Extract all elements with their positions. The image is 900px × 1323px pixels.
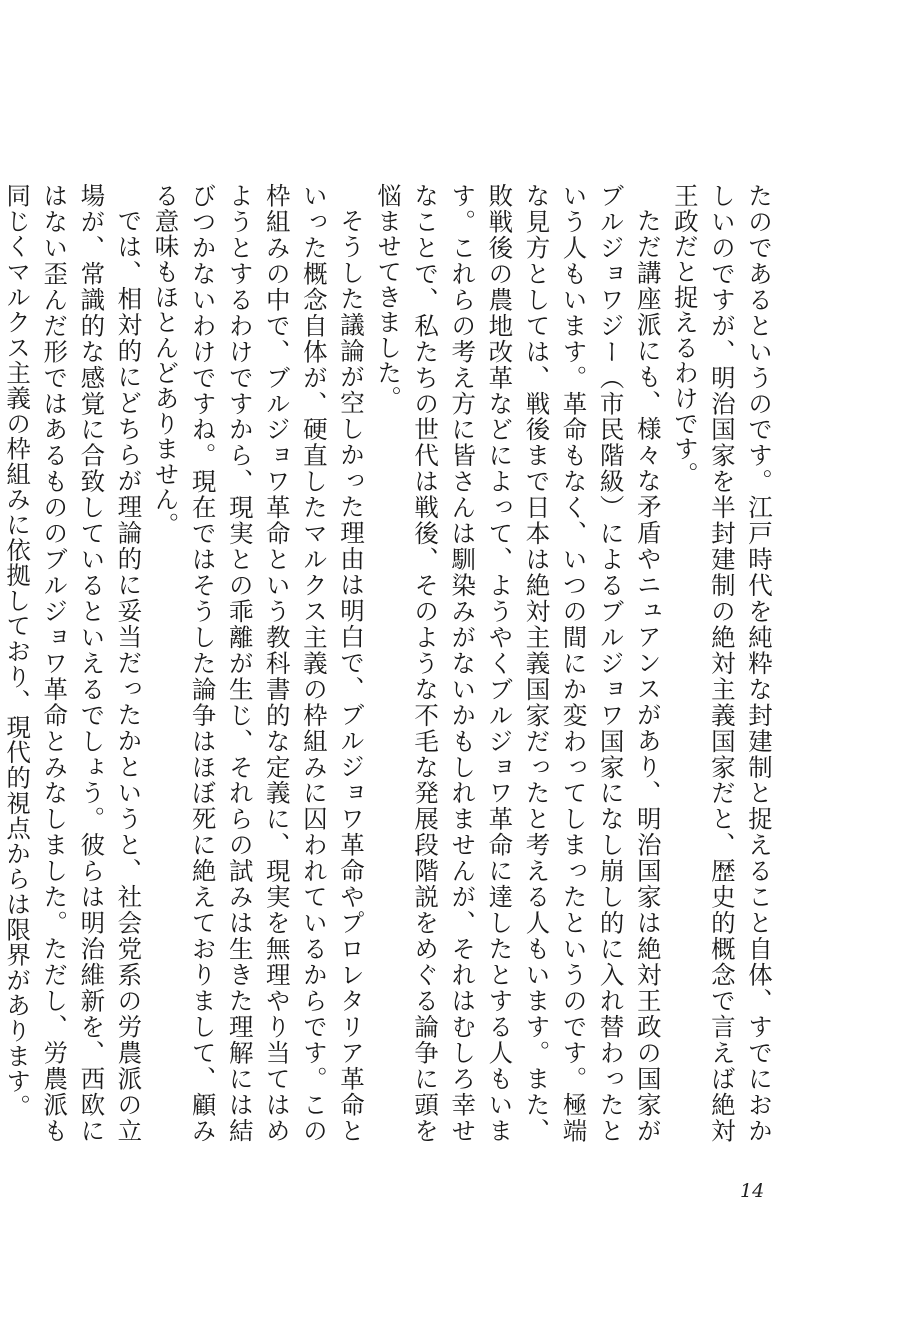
- page-number: 14: [740, 1180, 765, 1202]
- paragraph-4: では、相対的にどちらが理論的に妥当だったかというと、社会党系の労農派の立場が、常識的な感覚に合致しているといえるでしょう。彼らは明治維新を、西欧にはない歪んだ形ではあるもののブルジョワ革命とみなしました。ただし、労農派も同じくマルクス主義の枠組みに依拠しており、現代的視点からは限界があります。: [3, 183, 144, 1143]
- paragraph-1: たのであるというのです。江戸時代を純粋な封建制と捉えること自体、すでにおかしいのですが、明治国家を半封建制の絶対主義国家だと、歴史的概念で言えば絶対王政だと捉えるわけです。: [670, 183, 774, 1143]
- paragraph-2: ただ講座派にも、様々な矛盾やニュアンスがあり、明治国家は絶対王政の国家がブルジョワジー（市民階級）によるブルジョワ国家になし崩し的に入れ替わったという人もいます。革命もなく、いつの間にか変わってしまったというのです。極端な見方としては、戦後まで日本は絶対主義国家だったと考える人もいます。また、敗戦後の農地改革などによって、ようやくブルジョワ革命に達したとする人もいます。これらの考え方に皆さんは馴染みがないかもしれませんが、それはむしろ幸せなことで、私たちの世代は戦後、そのような不毛な発展段階説をめぐる論争に頭を悩ませてきました。: [374, 183, 663, 1143]
- vertical-text-block: [3, 183, 778, 1143]
- paragraph-3: そうした議論が空しかった理由は明白で、ブルジョワ革命やプロレタリア革命といった概念自体が、硬直したマルクス主義の枠組みに囚われているからです。この枠組みの中で、ブルジョワ革命という教科書的な定義に、現実を無理やり当てはめようとするわけですから、現実との乖離が生じ、それらの試みは生きた理解には結びつかないわけですね。現在ではそうした論争はほぼ死に絶えておりまして、顧みる意味もほとんどありません。: [151, 183, 366, 1143]
